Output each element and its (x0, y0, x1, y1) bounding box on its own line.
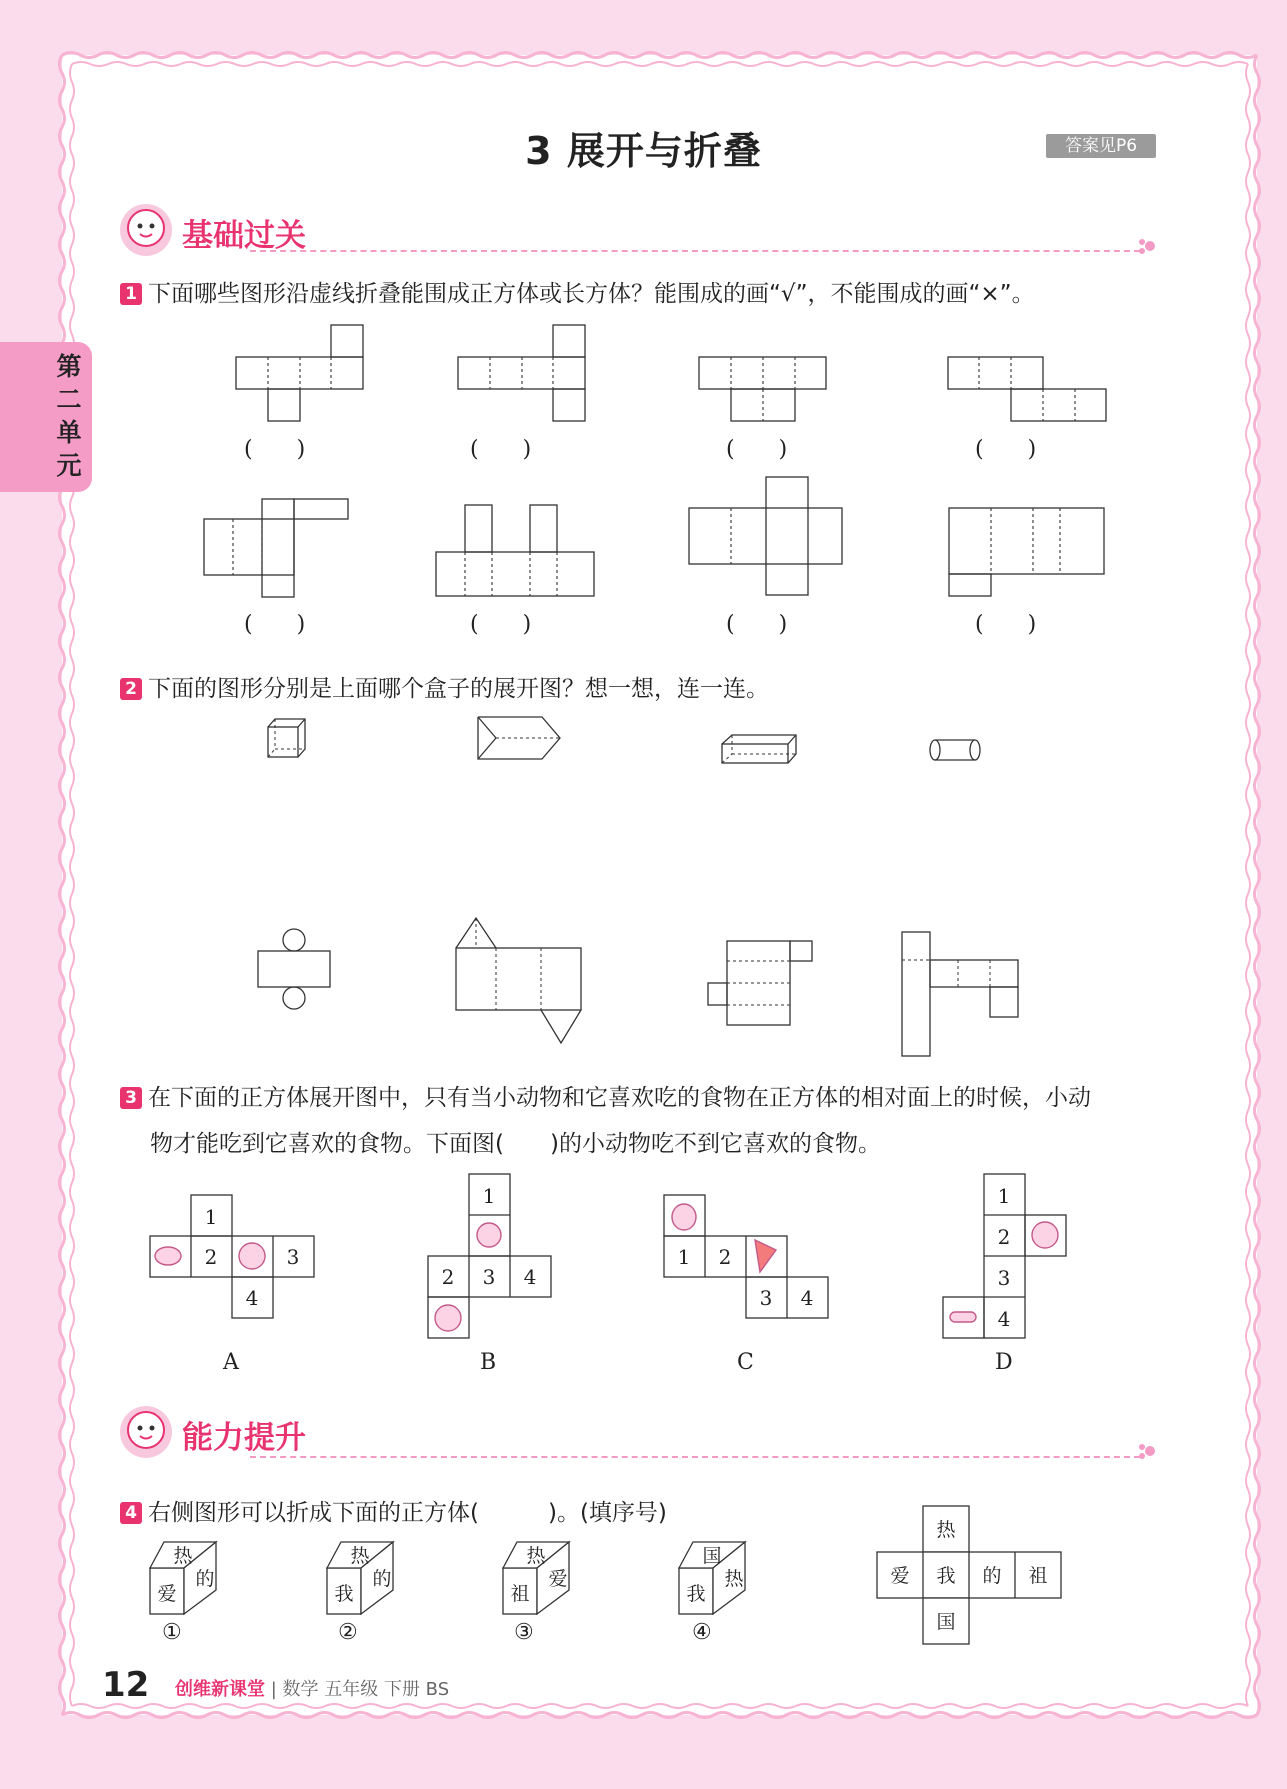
answer-blank[interactable]: ( ) (470, 612, 532, 637)
question-3-line2: 物才能吃到它喜欢的食物。下面图( )的小动物吃不到它喜欢的食物。 (150, 1131, 881, 1157)
face-label: 1 (997, 1184, 1011, 1208)
answer-blank[interactable]: ( ) (470, 437, 532, 462)
brand-name: 创维新课堂 (175, 1679, 265, 1700)
question-number: 1 (120, 283, 142, 305)
cube-face-text: 热 (173, 1545, 193, 1567)
question-number: 3 (120, 1087, 142, 1109)
cube-face-text: 我 (334, 1583, 354, 1605)
question-3-line1: 在下面的正方体展开图中，只有当小动物和它喜欢吃的食物在正方体的相对面上的时候，小动 (148, 1085, 1091, 1111)
face-label: 2 (204, 1245, 218, 1269)
question-4-text: 右侧图形可以折成下面的正方体( )。(填序号) (148, 1500, 667, 1526)
answer-blank[interactable]: ( ) (975, 437, 1037, 462)
net-face-text: 爱 (890, 1565, 910, 1587)
answer-reference-badge: 答案见P6 (1046, 134, 1156, 158)
face-label: 4 (523, 1265, 537, 1289)
face-label: 3 (997, 1266, 1011, 1290)
net-face-text: 祖 (1028, 1565, 1048, 1587)
page-number: 12 (102, 1665, 150, 1705)
answer-blank[interactable]: ( ) (244, 437, 306, 462)
cube-face-text: 爱 (157, 1583, 177, 1605)
face-label: 2 (718, 1245, 732, 1269)
question-1-text: 下面哪些图形沿虚线折叠能围成正方体或长方体？能围成的画“√”，不能围成的画“×”。 (148, 281, 1035, 307)
answer-blank[interactable]: ( ) (244, 612, 306, 637)
footer-info (175, 1675, 449, 1701)
face-label: 2 (997, 1225, 1011, 1249)
option-label: B (480, 1350, 497, 1375)
question-number: 4 (120, 1502, 142, 1524)
cube-face-text: 国 (702, 1545, 722, 1567)
cube-face-text: 热 (724, 1568, 744, 1590)
answer-blank[interactable]: ( ) (726, 612, 788, 637)
face-label: 4 (245, 1286, 259, 1310)
answer-blank[interactable]: ( ) (726, 437, 788, 462)
face-label: 1 (482, 1184, 496, 1208)
option-label: D (995, 1350, 1013, 1375)
cube-face-text: 祖 (510, 1583, 530, 1605)
option-label: A (223, 1350, 239, 1375)
face-label: 4 (997, 1307, 1011, 1331)
cube-face-text: 爱 (548, 1568, 568, 1590)
answer-blank[interactable]: ( ) (975, 612, 1037, 637)
net-face-text: 我 (936, 1565, 956, 1587)
option-label: ③ (514, 1620, 534, 1645)
cube-face-text: 的 (195, 1568, 215, 1590)
net-face-text: 热 (936, 1519, 956, 1541)
net-face-text: 的 (982, 1565, 1002, 1587)
section-basic-label: 基础过关 (182, 218, 306, 254)
section-advanced-label: 能力提升 (182, 1420, 306, 1456)
book-info: | 数学 五年级 下册 BS (270, 1679, 450, 1700)
face-label: 3 (286, 1245, 300, 1269)
cube-face-text: 热 (350, 1545, 370, 1567)
net-face-text: 国 (936, 1611, 956, 1633)
face-label: 2 (441, 1265, 455, 1289)
unit-tab-label: 第二单元 (56, 352, 82, 480)
face-label: 1 (677, 1245, 691, 1269)
question-number: 2 (120, 678, 142, 700)
cube-face-text: 热 (526, 1545, 546, 1567)
face-label: 4 (800, 1286, 814, 1310)
cube-face-text: 我 (686, 1583, 706, 1605)
face-label: 1 (204, 1205, 218, 1229)
page-title: 3 展开与折叠 (525, 129, 762, 173)
cube-face-text: 的 (372, 1568, 392, 1590)
option-label: C (737, 1350, 754, 1375)
face-label: 3 (482, 1265, 496, 1289)
face-label: 3 (759, 1286, 773, 1310)
question-2-text: 下面的图形分别是上面哪个盒子的展开图？想一想，连一连。 (148, 676, 769, 702)
option-label: ① (162, 1620, 182, 1645)
option-label: ④ (692, 1620, 712, 1645)
option-label: ② (338, 1620, 358, 1645)
